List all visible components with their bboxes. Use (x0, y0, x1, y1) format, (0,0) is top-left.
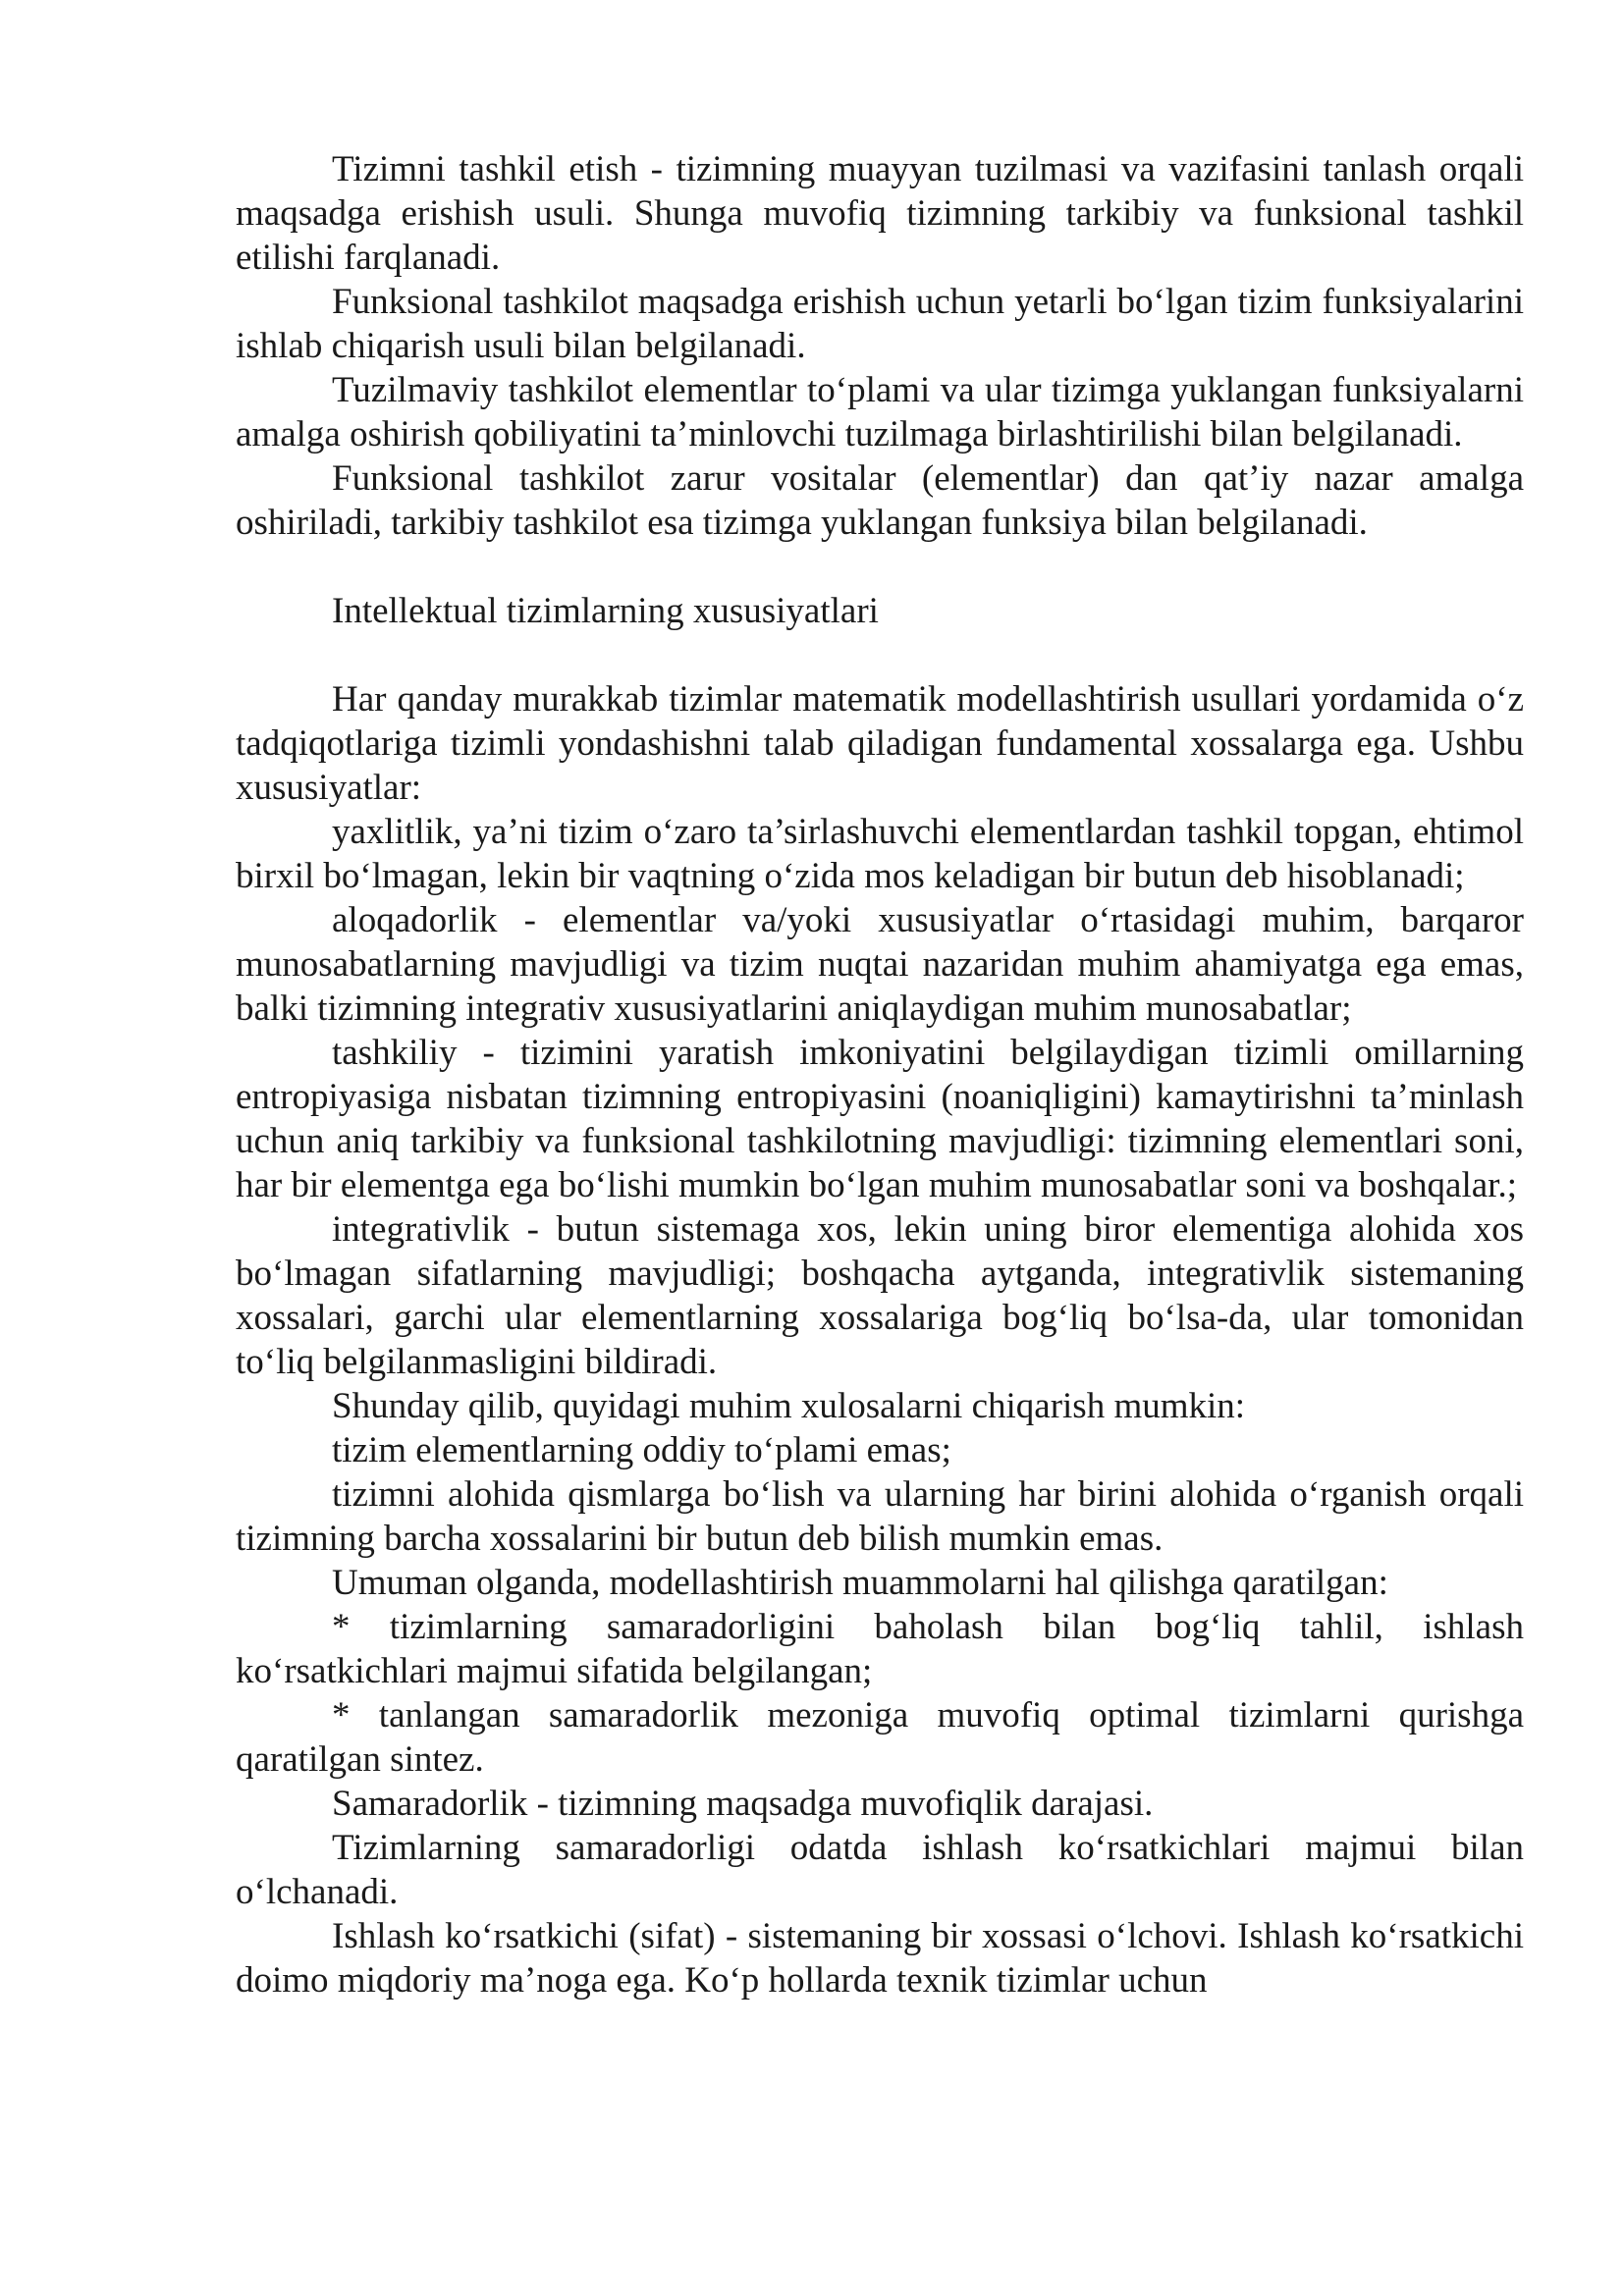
paragraph: Umuman olganda, modellashtirish muammolarni hal qilishga qaratilgan: (332, 1563, 1388, 1603)
paragraph: * tizimlarning samaradorligini baholash bilan bog‘liq tahlil, ishlash ko‘rsatkichlari majmui sifatida belgilangan; (236, 1607, 1524, 1691)
document-page (236, 147, 1524, 2002)
paragraph: Samaradorlik - tizimning maqsadga muvofiqlik darajasi. (332, 1784, 1154, 1824)
paragraph: * tanlangan samaradorlik mezoniga muvofiq optimal tizimlarni qurishga qaratilgan sintez. (236, 1695, 1524, 1780)
paragraph: tizimni alohida qismlarga bo‘lish va ularning har birini alohida o‘rganish orqali tizimning barcha xossalarini bir butun deb bilish mumkin emas. (236, 1474, 1524, 1559)
paragraph: integrativlik - butun sistemaga xos, lekin uning biror elementiga alohida xos bo‘lmagan sifatlarning mavjudligi; boshqacha aytganda, integrativlik sistemaning xossalari, garchi ular elementlarning xossalariga bog‘liq bo‘lsa-da, ular tomonidan to‘liq belgilanmasligini bildiradi. (236, 1209, 1524, 1382)
paragraph: yaxlitlik, ya’ni tizim o‘zaro ta’sirlashuvchi elementlardan tashkil topgan, ehtimol birxil bo‘lmagan, lekin bir vaqtning o‘zida mos keladigan bir butun deb hisoblanadi; (236, 812, 1524, 896)
paragraph: Tizimlarning samaradorligi odatda ishlash ko‘rsatkichlari majmui bilan o‘lchanadi. (236, 1828, 1524, 1912)
paragraph: Har qanday murakkab tizimlar matematik modellashtirish usullari yordamida o‘z tadqiqotlariga tizimli yondashishni talab qiladigan fundamental xossalarga ega. Ushbu xususiyatlar: (236, 679, 1524, 808)
paragraph: Shunday qilib, quyidagi muhim xulosalarni chiqarish mumkin: (332, 1386, 1246, 1426)
paragraph: tizim elementlarning oddiy to‘plami emas; (332, 1430, 951, 1470)
paragraph: Tuzilmaviy tashkilot elementlar to‘plami va ular tizimga yuklangan funksiyalarni amalga oshirish qobiliyatini ta’minlovchi tuzilmaga birlashtirilishi bilan belgilanadi. (236, 370, 1524, 454)
paragraph: Funksional tashkilot maqsadga erishish uchun yetarli bo‘lgan tizim funksiyalarini ishlab chiqarish usuli bilan belgilanadi. (236, 282, 1524, 366)
section-heading: Intellektual tizimlarning xususiyatlari (332, 591, 879, 631)
paragraph: Tizimni tashkil etish - tizimning muayyan tuzilmasi va vazifasini tanlash orqali maqsadga erishish usuli. Shunga muvofiq tizimning tarkibiy va funksional tashkil etilishi farqlanadi. (236, 149, 1524, 278)
paragraph: Funksional tashkilot zarur vositalar (elementlar) dan qat’iy nazar amalga oshiriladi, tarkibiy tashkilot esa tizimga yuklangan funksiya bilan belgilanadi. (236, 458, 1524, 543)
paragraph: tashkiliy - tizimini yaratish imkoniyatini belgilaydigan tizimli omillarning entropiyasiga nisbatan tizimning entropiyasini (noaniqligini) kamaytirishni ta’minlash uchun aniq tarkibiy va funksional tashkilotning mavjudligi: tizimning elementlari soni, har bir elementga ega bo‘lishi mumkin bo‘lgan muhim munosabatlar soni va boshqalar.; (236, 1033, 1524, 1205)
paragraph: Ishlash ko‘rsatkichi (sifat) - sistemaning bir xossasi o‘lchovi. Ishlash ko‘rsatkichi doimo miqdoriy ma’noga ega. Ko‘p hollarda texnik tizimlar uchun (236, 1916, 1524, 2001)
paragraph: aloqadorlik - elementlar va/yoki xususiyatlar o‘rtasidagi muhim, barqaror munosabatlarning mavjudligi va tizim nuqtai nazaridan muhim ahamiyatga ega emas, balki tizimning integrativ xususiyatlarini aniqlaydigan muhim munosabatlar; (236, 900, 1524, 1029)
